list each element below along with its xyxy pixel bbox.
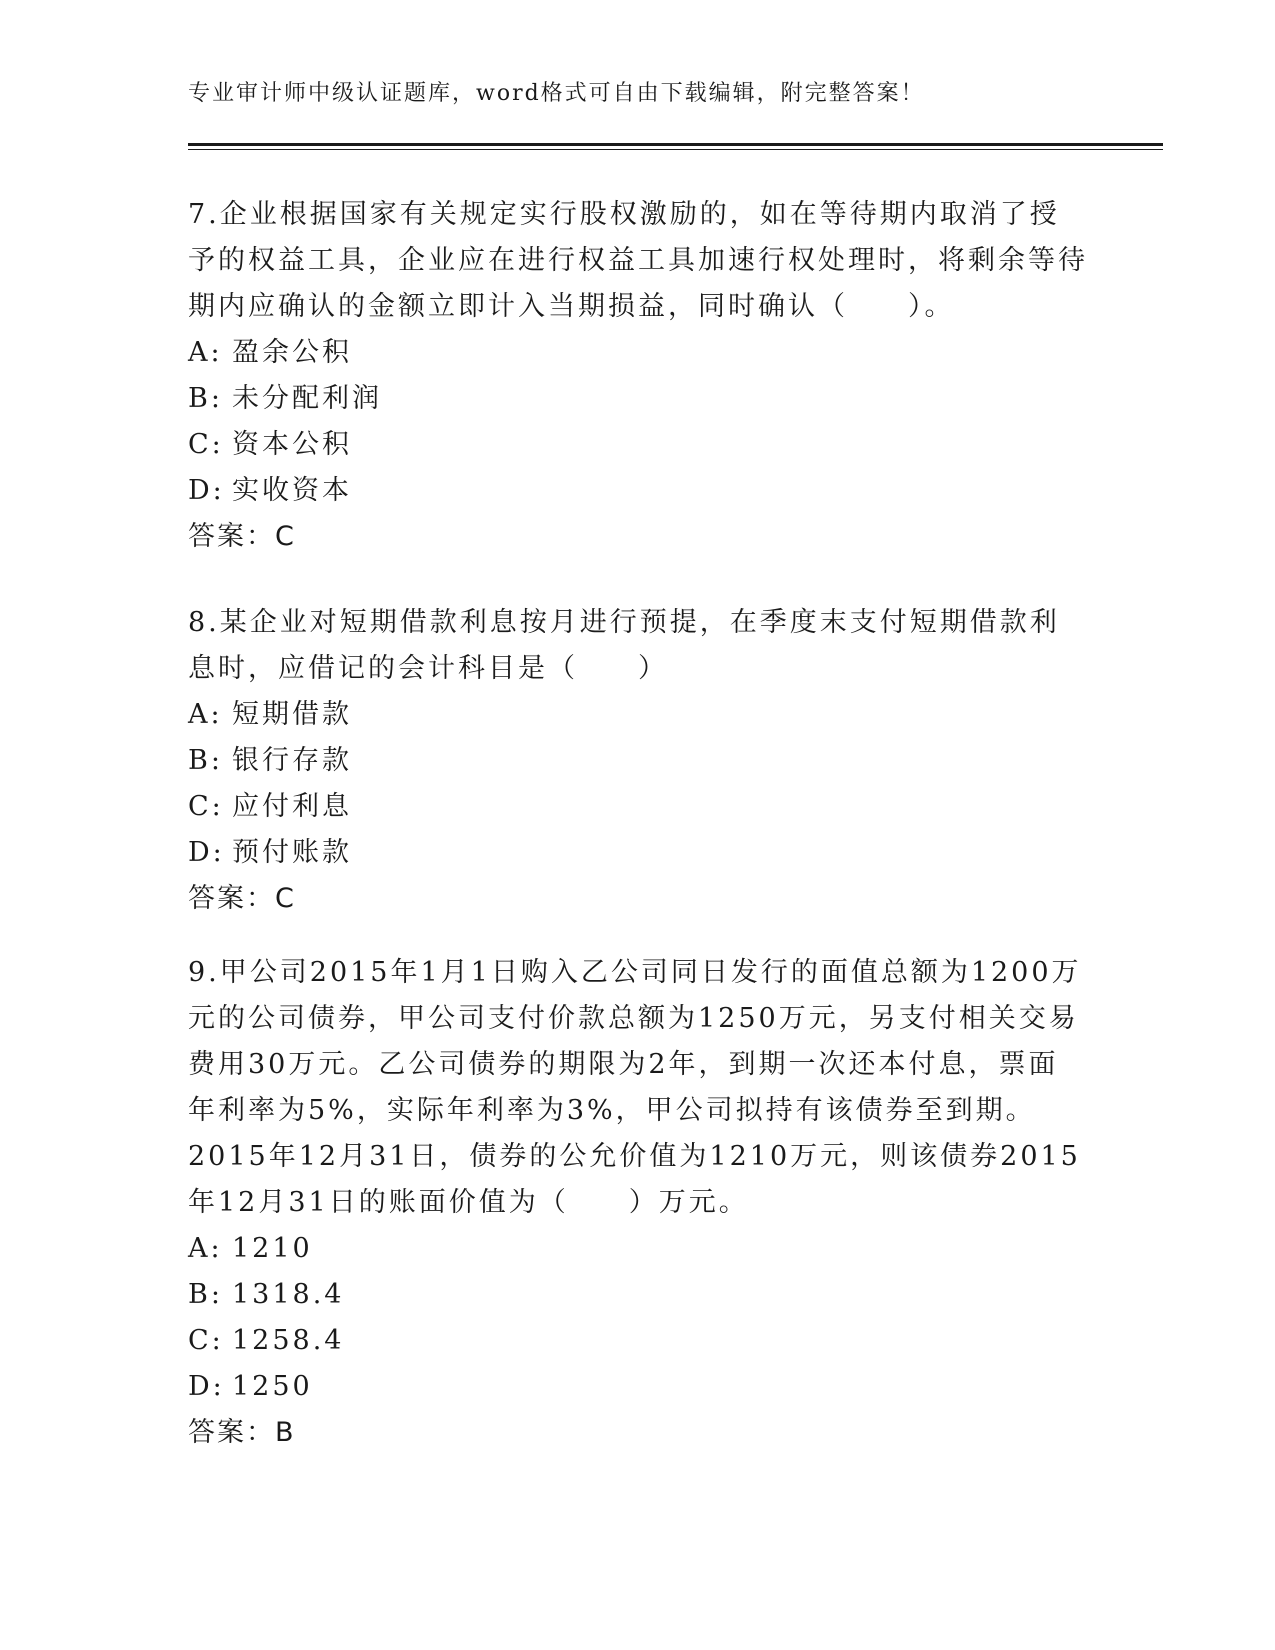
option-key: D: [188, 837, 225, 868]
option-b [188, 738, 1088, 784]
option-text: 应付利息 [232, 791, 352, 822]
option-key: C: [188, 1325, 224, 1356]
option-text: 1318.4 [232, 1279, 345, 1310]
option-d [188, 830, 1088, 876]
option-key: A: [188, 699, 223, 730]
option-key: A: [188, 337, 223, 368]
option-d [188, 1364, 1088, 1410]
question-stem: 7.企业根据国家有关规定实行股权激励的，如在等待期内取消了授予的权益工具，企业应在进行权益工具加速行权处理时，将剩余等待期内应确认的金额立即计入当期损益，同时确认（ ）。 [188, 199, 1088, 322]
answer-line: 答案：B [188, 1417, 296, 1448]
question-stem: 8.某企业对短期借款利息按月进行预提，在季度末支付短期借款利息时，应借记的会计科目是（ ） [188, 607, 1060, 684]
option-b [188, 376, 1088, 422]
option-a [188, 692, 1088, 738]
question-9 [188, 950, 1088, 1456]
option-c [188, 784, 1088, 830]
question-stem: 9.甲公司2015年1月1日购入乙公司同日发行的面值总额为1200万元的公司债券，甲公司支付价款总额为1250万元，另支付相关交易费用30万元。乙公司债券的期限为2年，到期一次还本付息，票面年利率为5%，实际年利率为3%，甲公司拟持有该债券至到期。2015年12月31日，债券的公允价值为1210万元，则该债券2015年12月31日的账面价值为（ ）万元。 [188, 957, 1082, 1218]
option-text: 资本公积 [232, 429, 352, 460]
option-text: 未分配利润 [232, 383, 382, 414]
option-b [188, 1272, 1088, 1318]
header-divider-thin [188, 149, 1163, 150]
option-key: D: [188, 1371, 225, 1402]
option-text: 1258.4 [232, 1325, 345, 1356]
option-key: B: [188, 745, 223, 776]
option-key: C: [188, 429, 224, 460]
option-key: A: [188, 1233, 223, 1264]
option-text: 预付账款 [232, 837, 352, 868]
option-text: 实收资本 [232, 475, 352, 506]
option-key: D: [188, 475, 225, 506]
question-7 [188, 192, 1088, 560]
option-text: 短期借款 [232, 699, 352, 730]
option-d [188, 468, 1088, 514]
option-key: C: [188, 791, 224, 822]
option-a [188, 1226, 1088, 1272]
header-divider-thick [188, 143, 1163, 146]
option-c [188, 422, 1088, 468]
header-text: 专业审计师中级认证题库，word格式可自由下载编辑，附完整答案！ [188, 81, 925, 106]
option-c [188, 1318, 1088, 1364]
answer-line: 答案：C [188, 883, 296, 914]
answer-line: 答案：C [188, 521, 296, 552]
option-key: B: [188, 383, 223, 414]
option-text: 1210 [232, 1233, 313, 1264]
option-a [188, 330, 1088, 376]
option-text: 银行存款 [232, 745, 352, 776]
option-text: 1250 [232, 1371, 313, 1402]
question-8 [188, 600, 1088, 922]
option-key: B: [188, 1279, 223, 1310]
option-text: 盈余公积 [232, 337, 352, 368]
